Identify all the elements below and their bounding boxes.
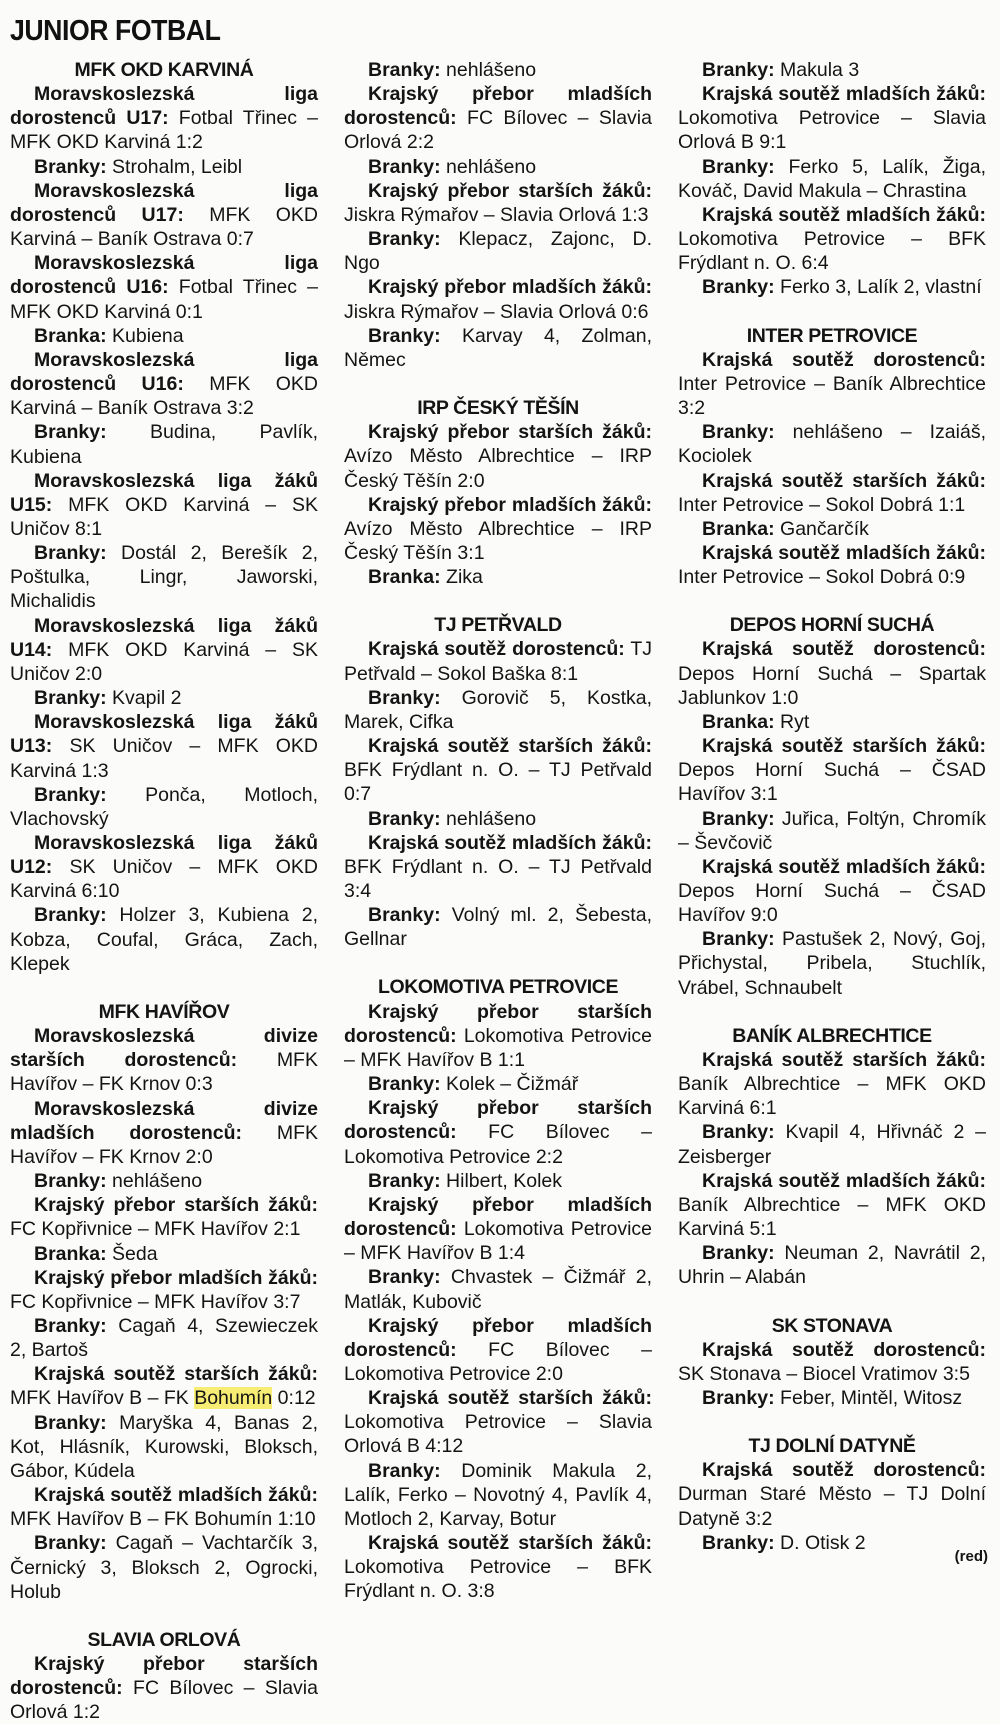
- result-text: Kubiena: [106, 324, 184, 347]
- result-paragraph: [678, 1048, 986, 1120]
- result-paragraph: [10, 1024, 318, 1096]
- result-paragraph: [678, 637, 986, 709]
- competition-label: Branky:: [34, 1411, 107, 1434]
- competition-label: Krajský přebor mladších žáků:: [368, 276, 652, 299]
- result-text: MFK Havířov – FK Krnov 0:3: [10, 1049, 318, 1096]
- competition-label: Krajská soutěž dorostenců:: [702, 348, 986, 371]
- article-column-2: [344, 58, 652, 1604]
- result-paragraph: [10, 469, 318, 541]
- result-paragraph: [344, 1096, 652, 1168]
- competition-label: Moravskoslezská divize mladších dorostenců:: [10, 1097, 318, 1144]
- result-paragraph: [678, 927, 986, 999]
- competition-label: Branky:: [368, 904, 441, 927]
- result-text: Inter Petrovice – Sokol Dobrá 0:9: [678, 566, 966, 589]
- competition-label: Branky:: [368, 155, 441, 178]
- competition-label: Branka:: [34, 1242, 107, 1265]
- result-text: Šeda: [106, 1242, 158, 1265]
- result-paragraph: [10, 1411, 318, 1483]
- competition-label: Branky:: [702, 421, 775, 444]
- result-text: Lokomotiva Petrovice – MFK Havířov B 1:4: [344, 1218, 652, 1265]
- result-paragraph: [678, 517, 986, 541]
- competition-label: Krajská soutěž mladších žáků:: [34, 1484, 318, 1507]
- result-paragraph: [10, 1169, 318, 1193]
- result-paragraph: [10, 1242, 318, 1266]
- result-text: nehlášeno: [106, 1170, 203, 1193]
- competition-label: Krajský přebor mladších dorostenců:: [344, 83, 652, 130]
- competition-label: Krajská soutěž starších žáků:: [368, 1387, 652, 1410]
- competition-label: Krajská soutěž mladších žáků:: [702, 203, 986, 226]
- competition-label: Branky:: [34, 155, 107, 178]
- result-text: SK Stonava – Biocel Vratimov 3:5: [678, 1362, 970, 1385]
- result-text: Juřica, Foltýn, Chromík – Ševčovič: [678, 807, 986, 854]
- result-paragraph: [344, 1000, 652, 1072]
- result-text: MFK OKD Karviná – SK Uničov 8:1: [10, 493, 318, 540]
- result-text: Lokomotiva Petrovice – Slavia Orlová B 4:12: [344, 1411, 652, 1458]
- result-paragraph: [10, 155, 318, 179]
- competition-label: Branky:: [702, 807, 775, 830]
- result-text: Kvapil 4, Hřivnáč 2 – Zeisberger: [678, 1121, 986, 1168]
- club-heading: LOKOMOTIVA PETROVICE: [377, 976, 619, 999]
- club-heading: TJ PETŘVALD: [434, 614, 562, 637]
- club-heading: MFK HAVÍŘOV: [98, 1000, 230, 1023]
- competition-label: Krajská soutěž starších žáků:: [368, 1532, 652, 1555]
- result-text: Ferko 3, Lalík 2, vlastní: [774, 276, 982, 299]
- result-text: nehlášeno: [440, 59, 537, 81]
- result-paragraph: [344, 1265, 652, 1313]
- competition-label: Krajská soutěž mladších žáků:: [702, 1169, 986, 1192]
- result-paragraph: [678, 1386, 986, 1410]
- result-text: Holzer 3, Kubiena 2, Kobza, Coufal, Gráca, Zach, Klepek: [10, 904, 318, 975]
- club-heading: IRP ČESKÝ TĚŠÍN: [417, 397, 579, 420]
- club-heading: SK STONAVA: [771, 1314, 893, 1337]
- result-text: Feber, Mintěl, Witosz: [774, 1386, 963, 1409]
- competition-label: Branka:: [34, 324, 107, 347]
- competition-label: Branky:: [368, 1169, 441, 1192]
- result-paragraph: [678, 855, 986, 927]
- result-text: FC Bílovec – Lokomotiva Petrovice 2:0: [344, 1338, 652, 1385]
- result-text: Inter Petrovice – Baník Albrechtice 3:2: [678, 372, 986, 420]
- result-text: Karvay 4, Zolman, Němec: [344, 324, 652, 371]
- result-text: Neuman 2, Navrátil 2, Uhrin – Alabán: [678, 1242, 986, 1289]
- result-text: Fotbal Třinec – MFK OKD Karviná 1:2: [10, 107, 319, 154]
- result-paragraph: [344, 275, 652, 323]
- competition-label: Moravskoslezská liga dorostenců U16:: [10, 252, 318, 299]
- result-text: FC Kopřivnice – MFK Havířov 3:7: [10, 1290, 301, 1313]
- result-text: MFK Havířov B – FK Bohumín 1:10: [10, 1508, 316, 1531]
- result-text: Kolek – Čižmář: [440, 1073, 579, 1096]
- result-text: Klepacz, Zajonc, D. Ngo: [344, 228, 652, 275]
- result-text: Gorovič 5, Kostka, Marek, Cifka: [344, 686, 652, 733]
- competition-label: Krajský přebor starších žáků:: [34, 1194, 318, 1217]
- result-paragraph: [10, 324, 318, 348]
- result-paragraph: [344, 734, 652, 806]
- result-paragraph: [344, 493, 652, 565]
- competition-label: Branky:: [34, 904, 107, 927]
- result-paragraph: [344, 807, 652, 831]
- competition-label: Branky:: [34, 687, 107, 710]
- result-paragraph: [344, 1459, 652, 1531]
- competition-label: Branka:: [702, 710, 775, 733]
- competition-label: Krajský přebor mladších dorostenců:: [344, 1314, 652, 1361]
- competition-label: Branky:: [702, 1121, 775, 1144]
- result-paragraph: [10, 831, 318, 903]
- result-text: Makula 3: [774, 59, 860, 81]
- result-text: Depos Horní Suchá – ČSAD Havířov 3:1: [678, 759, 986, 806]
- result-text: Baník Albrechtice – MFK OKD Karviná 5:1: [678, 1193, 986, 1241]
- result-paragraph: [678, 203, 986, 275]
- result-text: Budina, Pavlík, Kubiena: [10, 421, 318, 468]
- result-text: Lokomotiva Petrovice – MFK Havířov B 1:1: [344, 1024, 652, 1071]
- competition-label: Branka:: [702, 517, 775, 540]
- result-paragraph: [344, 227, 652, 275]
- result-text: Hilbert, Kolek: [440, 1169, 563, 1192]
- result-text: Depos Horní Suchá – ČSAD Havířov 9:0: [678, 880, 986, 927]
- result-paragraph: [344, 1072, 652, 1096]
- result-text: Volný ml. 2, Šebesta, Gellnar: [344, 904, 652, 951]
- result-paragraph: [344, 1169, 652, 1193]
- result-text: 0:12: [272, 1387, 316, 1410]
- competition-label: Krajský přebor mladších žáků:: [34, 1266, 318, 1289]
- result-paragraph: [678, 1169, 986, 1241]
- result-paragraph: [344, 179, 652, 227]
- result-text: nehlášeno: [440, 807, 537, 830]
- result-paragraph: [10, 348, 318, 420]
- result-paragraph: [678, 58, 986, 82]
- competition-label: Krajská soutěž mladších žáků:: [368, 831, 652, 854]
- competition-label: Krajský přebor mladších dorostenců:: [344, 1193, 652, 1241]
- competition-label: Branky:: [702, 928, 775, 951]
- result-text: Ponča, Motloch, Vlachovský: [10, 783, 318, 830]
- competition-label: Moravskoslezská divize starších dorostenců:: [10, 1025, 318, 1072]
- result-paragraph: [10, 1314, 318, 1362]
- highlighted-team: Bohumín: [194, 1387, 273, 1410]
- competition-label: Branky:: [702, 1531, 775, 1554]
- article-column-1: [10, 58, 318, 1724]
- result-text: BFK Frýdlant n. O. – TJ Petřvald 0:7: [344, 759, 652, 806]
- result-text: Fotbal Třinec – MFK OKD Karviná 0:1: [10, 276, 319, 323]
- competition-label: Krajský přebor starších dorostenců:: [10, 1653, 318, 1700]
- competition-label: Branky:: [34, 1314, 107, 1337]
- competition-label: Branky:: [368, 1459, 441, 1482]
- result-paragraph: [10, 710, 318, 782]
- result-paragraph: [678, 710, 986, 734]
- result-paragraph: [344, 324, 652, 372]
- result-paragraph: [10, 1362, 318, 1410]
- result-text: Inter Petrovice – Sokol Dobrá 1:1: [678, 493, 966, 516]
- competition-label: Branky:: [368, 1073, 441, 1096]
- result-paragraph: [344, 1531, 652, 1603]
- result-paragraph: [678, 275, 986, 299]
- club-heading: MFK OKD KARVINÁ: [74, 59, 254, 81]
- competition-label: Krajský přebor starších dorostenců:: [344, 1097, 652, 1144]
- competition-label: Krajská soutěž dorostenců:: [368, 638, 625, 661]
- result-text: Dominik Makula 2, Lalík, Ferko – Novotný 4, Pavlík 4, Motloch 2, Karvay, Botur: [344, 1459, 652, 1530]
- club-heading: DEPOS HORNÍ SUCHÁ: [729, 614, 935, 637]
- competition-label: Branky:: [702, 1242, 775, 1265]
- competition-label: Krajská soutěž mladších žáků:: [702, 83, 986, 106]
- result-paragraph: [344, 58, 652, 82]
- competition-label: Krajská soutěž mladších žáků:: [702, 855, 986, 878]
- result-text: Depos Horní Suchá – Spartak Jablunkov 1:0: [678, 662, 986, 709]
- result-text: FC Kopřivnice – MFK Havířov 2:1: [10, 1218, 301, 1241]
- result-paragraph: [10, 1531, 318, 1603]
- result-paragraph: [678, 155, 986, 203]
- result-text: nehlášeno: [440, 155, 537, 178]
- club-heading: SLAVIA ORLOVÁ: [87, 1628, 241, 1651]
- result-text: FC Bílovec – Slavia Orlová 1:2: [10, 1677, 318, 1724]
- competition-label: Krajský přebor starších dorostenců:: [344, 1000, 652, 1047]
- result-paragraph: [678, 734, 986, 806]
- result-paragraph: [678, 1458, 986, 1530]
- competition-label: Krajská soutěž starších žáků:: [368, 735, 652, 758]
- result-text: Ryt: [774, 710, 810, 733]
- result-paragraph: [10, 783, 318, 831]
- result-paragraph: [10, 541, 318, 613]
- competition-label: Krajská soutěž starších žáků:: [702, 735, 986, 758]
- result-paragraph: [344, 155, 652, 179]
- result-text: Jiskra Rýmařov – Slavia Orlová 0:6: [344, 300, 649, 323]
- result-paragraph: [678, 82, 986, 154]
- competition-label: Branky:: [34, 542, 107, 565]
- result-text: Jiskra Rýmařov – Slavia Orlová 1:3: [344, 203, 649, 226]
- page-title: JUNIOR FOTBAL: [10, 15, 221, 47]
- result-text: FC Bílovec – Lokomotiva Petrovice 2:2: [344, 1121, 652, 1168]
- result-text: Chvastek – Čižmář 2, Matlák, Kubovič: [344, 1266, 652, 1313]
- result-paragraph: [344, 1193, 652, 1265]
- competition-label: Branky:: [702, 1386, 775, 1409]
- club-heading: BANÍK ALBRECHTICE: [732, 1024, 932, 1047]
- result-paragraph: [10, 420, 318, 468]
- result-text: Lokomotiva Petrovice – BFK Frýdlant n. O. 6:4: [678, 228, 986, 275]
- result-text: Maryška 4, Banas 2, Kot, Hlásník, Kurowski, Bloksch, Gábor, Kúdela: [10, 1411, 318, 1482]
- result-paragraph: [678, 807, 986, 855]
- result-text: SK Uničov – MFK OKD Karviná 6:10: [10, 856, 318, 903]
- result-text: Cagaň 4, Szewieczek 2, Bartoš: [10, 1314, 318, 1362]
- competition-label: Moravskoslezská liga žáků U14:: [10, 614, 318, 661]
- competition-label: Branky:: [368, 228, 441, 251]
- result-text: Ferko 5, Lalík, Žiga, Kováč, David Makula – Chrastina: [678, 155, 986, 202]
- result-paragraph: [10, 82, 318, 154]
- competition-label: Krajská soutěž dorostenců:: [702, 1459, 986, 1482]
- result-paragraph: [344, 637, 652, 685]
- competition-label: Branky:: [702, 155, 775, 178]
- competition-label: Moravskoslezská liga žáků U13:: [10, 711, 318, 758]
- competition-label: Branky:: [34, 421, 107, 444]
- result-paragraph: [10, 1097, 318, 1169]
- result-paragraph: [678, 1120, 986, 1168]
- competition-label: Branky:: [34, 1170, 107, 1193]
- result-text: Baník Albrechtice – MFK OKD Karviná 6:1: [678, 1073, 986, 1120]
- result-text: Lokomotiva Petrovice – Slavia Orlová B 9:1: [678, 107, 986, 154]
- result-text: Kvapil 2: [106, 687, 182, 710]
- result-text: TJ Petřvald – Sokol Baška 8:1: [344, 638, 652, 685]
- club-heading: TJ DOLNÍ DATYNĚ: [748, 1435, 916, 1458]
- club-heading: INTER PETROVICE: [746, 324, 918, 347]
- result-text: Pastušek 2, Nový, Goj, Přichystal, Pribela, Stuchlík, Vrábel, Schnaubelt: [678, 928, 986, 999]
- competition-label: Krajská soutěž starších žáků:: [34, 1363, 318, 1386]
- result-paragraph: [678, 348, 986, 420]
- result-text: Zika: [440, 566, 483, 589]
- competition-label: Krajská soutěž mladších žáků:: [702, 541, 986, 564]
- competition-label: Branky:: [368, 1266, 441, 1289]
- result-text: Durman Staré Město – TJ Dolní Datyně 3:2: [678, 1483, 986, 1530]
- result-paragraph: [344, 82, 652, 154]
- competition-label: Branky:: [702, 59, 775, 81]
- result-text: Gančarčík: [774, 517, 869, 540]
- competition-label: Krajská soutěž starších žáků:: [702, 469, 986, 492]
- competition-label: Moravskoslezská liga žáků U12:: [10, 832, 318, 879]
- result-text: D. Otisk 2: [774, 1531, 866, 1554]
- result-text: SK Uničov – MFK OKD Karviná 1:3: [10, 735, 318, 782]
- competition-label: Branky:: [368, 686, 441, 709]
- competition-label: Krajská soutěž dorostenců:: [702, 1338, 986, 1361]
- competition-label: Krajská soutěž starších žáků:: [702, 1048, 986, 1071]
- result-paragraph: [678, 1531, 986, 1555]
- result-paragraph: [10, 251, 318, 323]
- result-paragraph: [344, 831, 652, 903]
- competition-label: Moravskoslezská liga žáků U15:: [10, 469, 318, 516]
- competition-label: Branka:: [368, 566, 441, 589]
- result-text: Avízo Město Albrechtice – IRP Český Těšín 2:0: [344, 445, 652, 492]
- result-paragraph: [678, 469, 986, 517]
- result-paragraph: [678, 420, 986, 468]
- result-text: BFK Frýdlant n. O. – TJ Petřvald 3:4: [344, 855, 652, 902]
- result-paragraph: [10, 1652, 318, 1724]
- result-paragraph: [10, 1193, 318, 1241]
- competition-label: Branky:: [34, 1532, 107, 1555]
- result-text: MFK Havířov B – FK: [10, 1387, 195, 1410]
- competition-label: Branky:: [34, 783, 107, 806]
- competition-label: Krajský přebor starších žáků:: [368, 179, 652, 202]
- result-text: MFK Havířov – FK Krnov 2:0: [10, 1121, 318, 1168]
- result-text: Dostál 2, Berešík 2, Poštulka, Lingr, Jaworski, Michalidis: [10, 542, 318, 613]
- result-paragraph: [10, 614, 318, 686]
- competition-label: Branky:: [368, 807, 441, 830]
- result-text: nehlášeno – Izaiáš, Kociolek: [678, 421, 986, 468]
- result-text: MFK OKD Karviná – SK Uničov 2:0: [10, 638, 318, 685]
- competition-label: Branky:: [368, 59, 441, 81]
- competition-label: Moravskoslezská liga dorostenců U17:: [10, 83, 318, 130]
- competition-label: Moravskoslezská liga dorostenců U17:: [10, 179, 318, 226]
- result-text: Cagaň – Vachtarčík 3, Černický 3, Bloksch 2, Ogrocki, Holub: [10, 1532, 318, 1603]
- result-paragraph: [344, 903, 652, 951]
- result-paragraph: [10, 686, 318, 710]
- competition-label: Krajský přebor starších žáků:: [368, 421, 652, 444]
- result-paragraph: [678, 1338, 986, 1386]
- result-text: MFK OKD Karviná – Baník Ostrava 0:7: [10, 203, 318, 251]
- result-text: Avízo Město Albrechtice – IRP Český Těšín 3:1: [344, 517, 652, 564]
- competition-label: Krajská soutěž dorostenců:: [702, 638, 986, 661]
- result-paragraph: [678, 541, 986, 589]
- result-paragraph: [344, 1314, 652, 1386]
- result-paragraph: [678, 1241, 986, 1289]
- competition-label: Krajský přebor mladších žáků:: [368, 493, 652, 516]
- result-paragraph: [10, 903, 318, 975]
- result-text: Strohalm, Leibl: [106, 155, 243, 178]
- result-paragraph: [10, 1266, 318, 1314]
- result-text: FC Bílovec – Slavia Orlová 2:2: [344, 107, 652, 154]
- result-text: Lokomotiva Petrovice – BFK Frýdlant n. O. 3:8: [344, 1556, 652, 1603]
- competition-label: Branky:: [702, 276, 775, 299]
- result-paragraph: [344, 1386, 652, 1458]
- author-credit: (red): [954, 1548, 988, 1565]
- result-paragraph: [344, 420, 652, 492]
- article-column-3: [678, 58, 986, 1555]
- result-paragraph: [10, 179, 318, 251]
- result-paragraph: [344, 686, 652, 734]
- result-paragraph: [344, 565, 652, 589]
- result-text: MFK OKD Karviná – Baník Ostrava 3:2: [10, 373, 318, 420]
- competition-label: Moravskoslezská liga dorostenců U16:: [10, 348, 318, 396]
- competition-label: Branky:: [368, 324, 441, 347]
- result-paragraph: [10, 1483, 318, 1531]
